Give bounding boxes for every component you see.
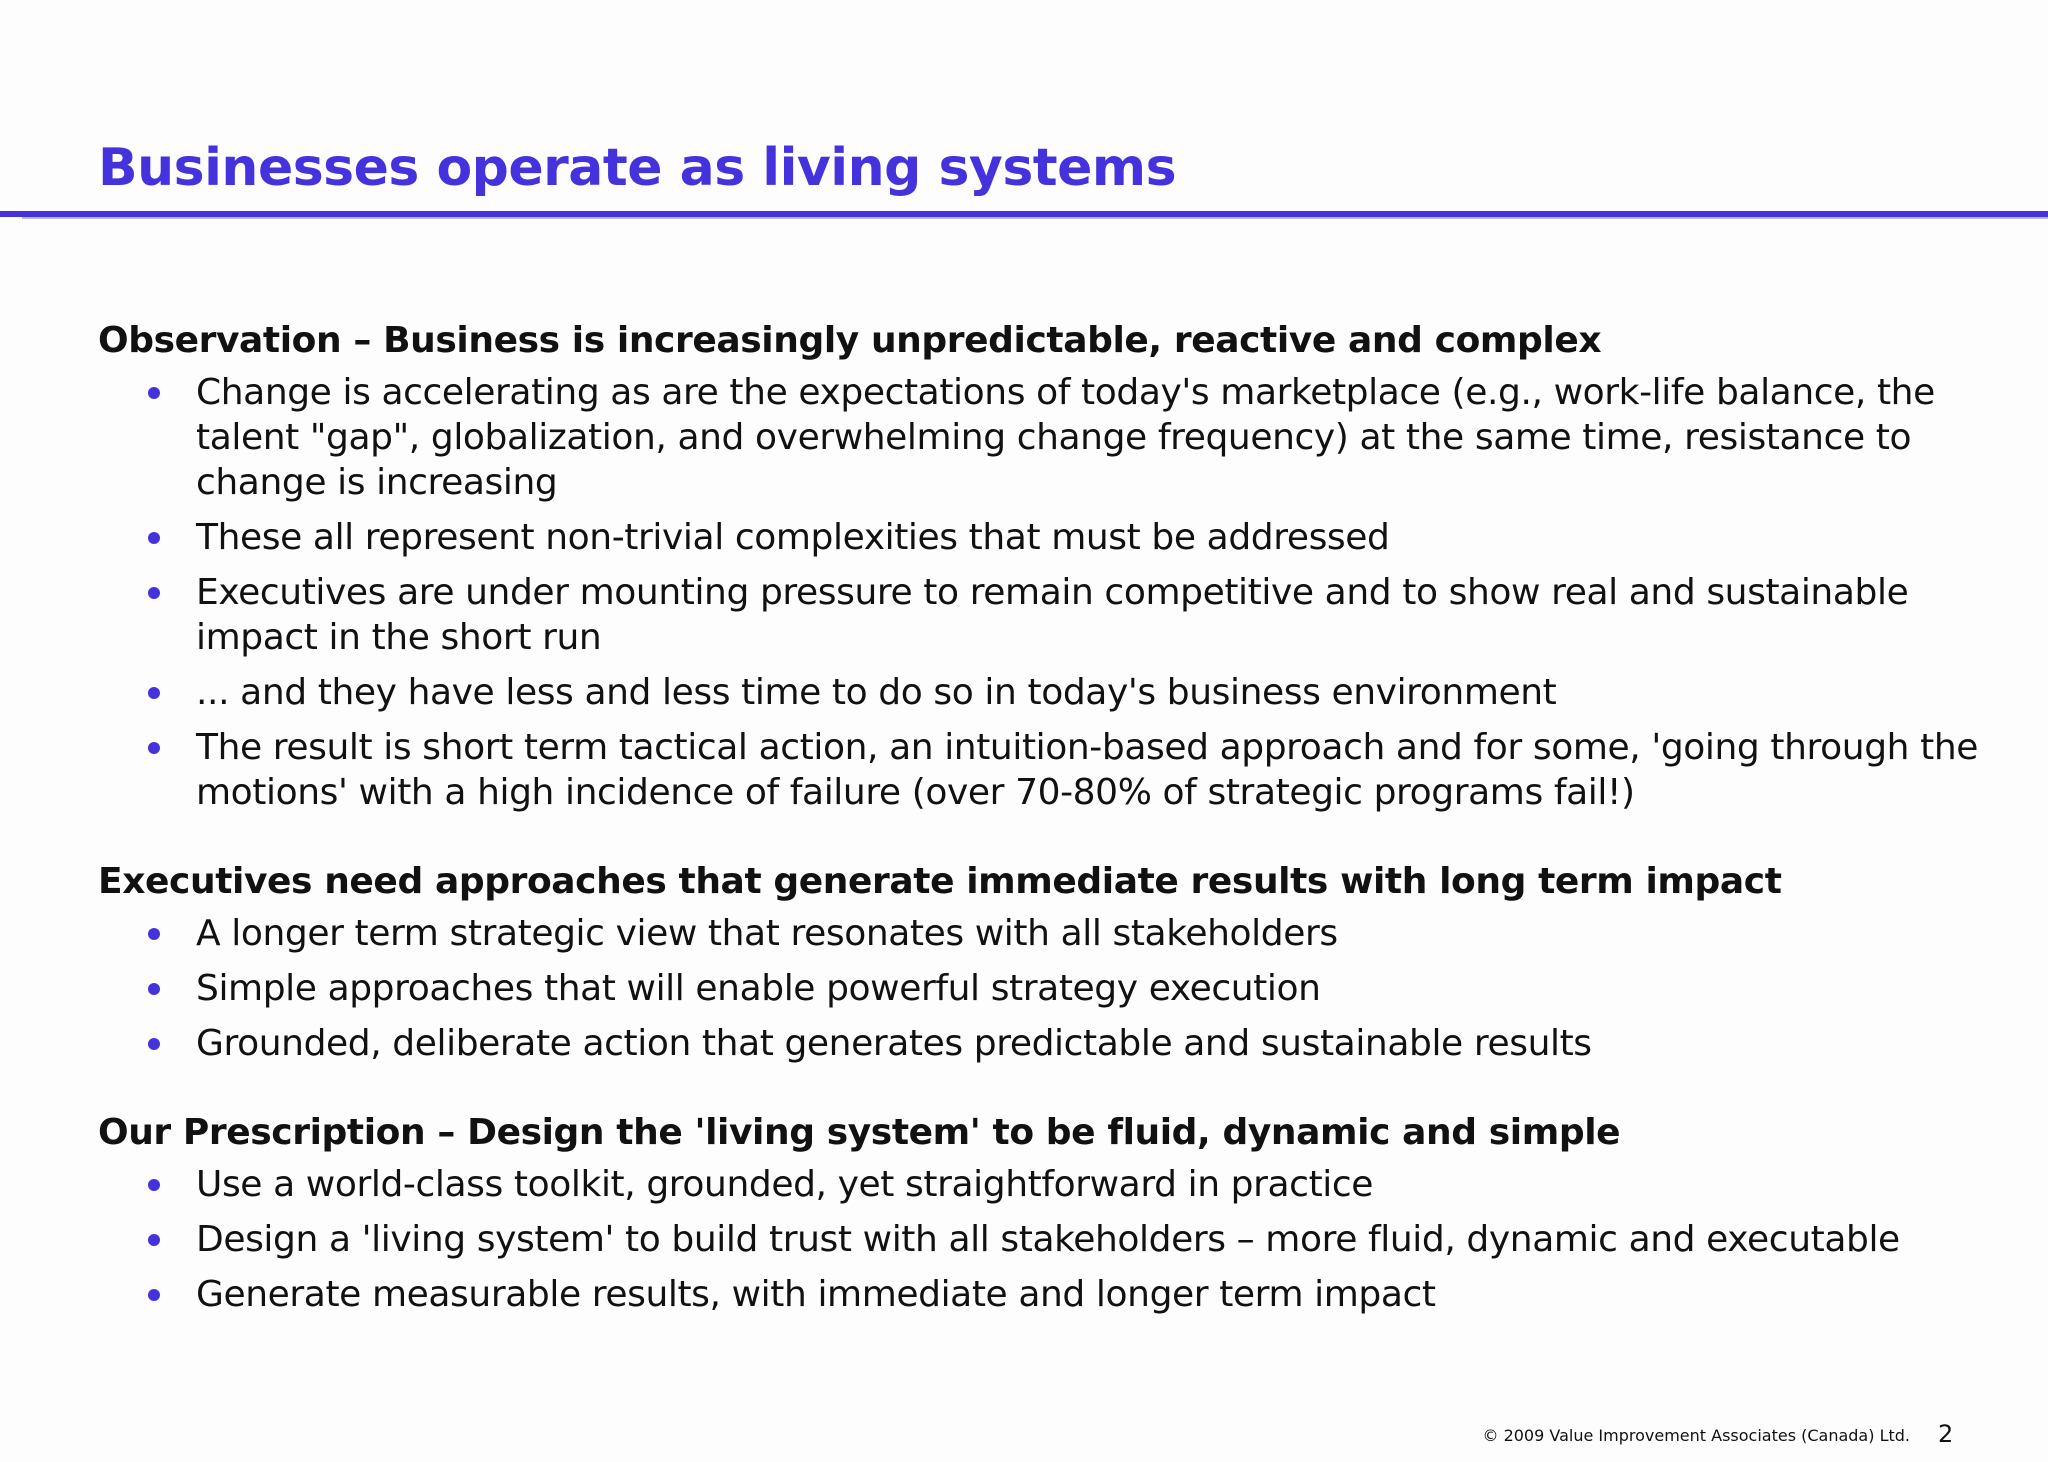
section-prescription: [98, 1110, 1998, 1317]
title-underline-shadow: [22, 217, 2048, 219]
bullet-item: [98, 370, 1998, 505]
bullet-item: [98, 670, 1998, 715]
bullet-text: Generate measurable results, with immediate and longer term impact: [196, 1274, 1436, 1315]
section-executives-need: [98, 859, 1998, 1066]
bullet-text: Change is accelerating as are the expectations of today's marketplace (e.g., work-life balance, the talent "gap", globalization, and overwhelming change frequency) at the same time, resistance to change is increasing: [196, 372, 1935, 503]
bullet-text: ... and they have less and less time to do so in today's business environment: [196, 672, 1557, 713]
bullet-dot-icon: [148, 1038, 160, 1050]
bullet-text: Simple approaches that will enable powerful strategy execution: [196, 968, 1321, 1009]
bullet-text: The result is short term tactical action, an intuition-based approach and for some, 'going through the motions' with a high incidence of failure (over 70-80% of strategic programs fail!): [196, 727, 1978, 813]
bullet-dot-icon: [148, 1179, 160, 1191]
slide-content: [98, 318, 1998, 1327]
bullet-dot-icon: [148, 742, 160, 754]
bullet-dot-icon: [148, 1289, 160, 1301]
bullet-text: Design a 'living system' to build trust with all stakeholders – more fluid, dynamic and executable: [196, 1219, 1900, 1260]
bullet-text: A longer term strategic view that resonates with all stakeholders: [196, 913, 1338, 954]
bullet-item: [98, 911, 1998, 956]
bullet-item: [98, 966, 1998, 1011]
bullet-item: [98, 1021, 1998, 1066]
section-heading: Observation – Business is increasingly unpredictable, reactive and complex: [98, 320, 1602, 361]
section-heading: Executives need approaches that generate immediate results with long term impact: [98, 861, 1782, 902]
bullet-list: [98, 911, 1998, 1066]
bullet-text: Use a world-class toolkit, grounded, yet straightforward in practice: [196, 1164, 1374, 1205]
slide-title: Businesses operate as living systems: [98, 138, 1177, 198]
bullet-list: [98, 370, 1998, 815]
bullet-item: [98, 570, 1998, 660]
bullet-text: Executives are under mounting pressure to remain competitive and to show real and sustainable impact in the short run: [196, 572, 1909, 658]
bullet-text: These all represent non-trivial complexities that must be addressed: [196, 517, 1390, 558]
bullet-dot-icon: [148, 387, 160, 399]
bullet-dot-icon: [148, 532, 160, 544]
bullet-item: [98, 1217, 1998, 1262]
bullet-dot-icon: [148, 687, 160, 699]
bullet-item: [98, 515, 1998, 560]
bullet-dot-icon: [148, 587, 160, 599]
bullet-item: [98, 1162, 1998, 1207]
section-observation: [98, 318, 1998, 815]
bullet-list: [98, 1162, 1998, 1317]
bullet-text: Grounded, deliberate action that generates predictable and sustainable results: [196, 1023, 1592, 1064]
section-heading: Our Prescription – Design the 'living system' to be fluid, dynamic and simple: [98, 1112, 1621, 1153]
bullet-dot-icon: [148, 1234, 160, 1246]
bullet-dot-icon: [148, 928, 160, 940]
page-number: 2: [1938, 1420, 1954, 1448]
bullet-dot-icon: [148, 983, 160, 995]
bullet-item: [98, 1272, 1998, 1317]
copyright-footer: © 2009 Value Improvement Associates (Canada) Ltd.: [1482, 1426, 1910, 1445]
bullet-item: [98, 725, 1998, 815]
